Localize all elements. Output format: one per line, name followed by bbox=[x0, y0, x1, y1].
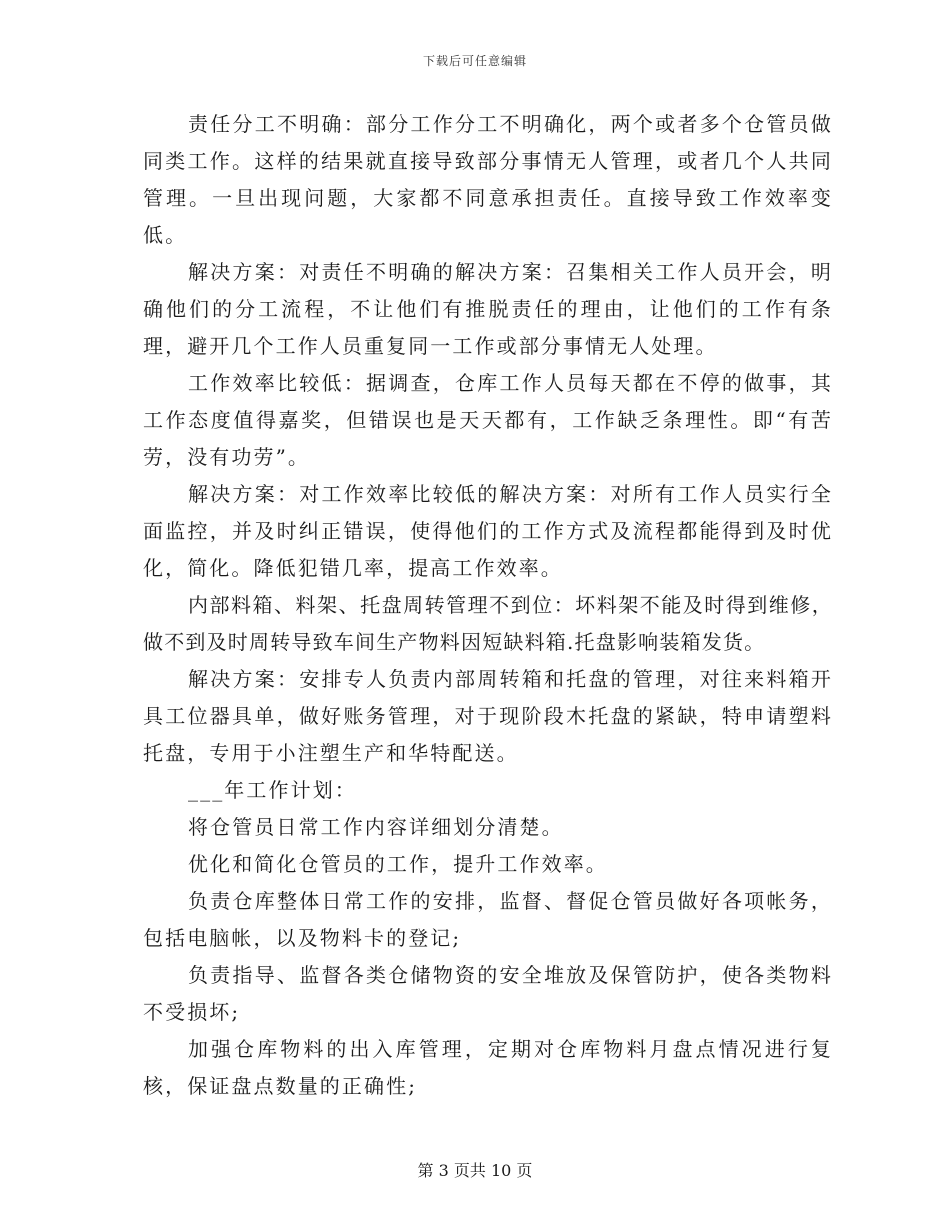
paragraph-efficiency-solution: 解决方案：对工作效率比较低的解决方案：对所有工作人员实行全面监控，并及时纠正错误，使得他们的工作方式及流程都能得到及时优化，简化。降低犯错几率，提高工作效率。 bbox=[143, 482, 833, 580]
page-number: 第 3 页共 10 页 bbox=[417, 1161, 533, 1180]
paragraph-plan-item-5: 加强仓库物料的出入库管理，定期对仓库物料月盘点情况进行复核，保证盘点数量的正确性; bbox=[143, 1037, 833, 1098]
paragraph-plan-item-3: 负责仓库整体日常工作的安排，监督、督促仓管员做好各项帐务，包括电脑帐，以及物料卡的登记; bbox=[143, 889, 833, 950]
paragraph-plan-item-1: 将仓管员日常工作内容详细划分清楚。 bbox=[188, 815, 564, 839]
paragraph-plan-item-4: 负责指导、监督各类仓储物资的安全堆放及保管防护，使各类物料不受损坏; bbox=[143, 963, 833, 1024]
paragraph-turnover-issue: 内部料箱、料架、托盘周转管理不到位：坏料架不能及时得到维修，做不到及时周转导致车间生产物料因短缺料箱.托盘影响装箱发货。 bbox=[143, 593, 833, 654]
paragraph-efficiency-issue: 工作效率比较低：据调查，仓库工作人员每天都在不停的做事，其工作态度值得嘉奖，但错误也是天天都有，工作缺乏条理性。即“有苦劳，没有功劳”。 bbox=[143, 371, 833, 469]
paragraph-responsibility-solution: 解决方案：对责任不明确的解决方案：召集相关工作人员开会，明确他们的分工流程，不让他们有推脱责任的理由，让他们的工作有条理，避开几个工作人员重复同一工作或部分事情无人处理。 bbox=[143, 260, 833, 358]
paragraph-plan-item-2: 优化和简化仓管员的工作，提升工作效率。 bbox=[188, 852, 608, 876]
document-body bbox=[143, 106, 833, 1105]
page-header: 下载后可任意编辑 bbox=[422, 54, 527, 68]
paragraph-responsibility-issue: 责任分工不明确：部分工作分工不明确化，两个或者多个仓管员做同类工作。这样的结果就直接导致部分事情无人管理，或者几个人共同管理。一旦出现问题，大家都不同意承担责任。直接导致工作效率变低。 bbox=[143, 112, 833, 247]
paragraph-turnover-solution: 解决方案：安排专人负责内部周转箱和托盘的管理，对往来料箱开具工位器具单，做好账务管理，对于现阶段木托盘的紧缺，特申请塑料托盘，专用于小注塑生产和华特配送。 bbox=[143, 667, 833, 765]
paragraph-plan-heading: ___年工作计划： bbox=[188, 778, 357, 802]
